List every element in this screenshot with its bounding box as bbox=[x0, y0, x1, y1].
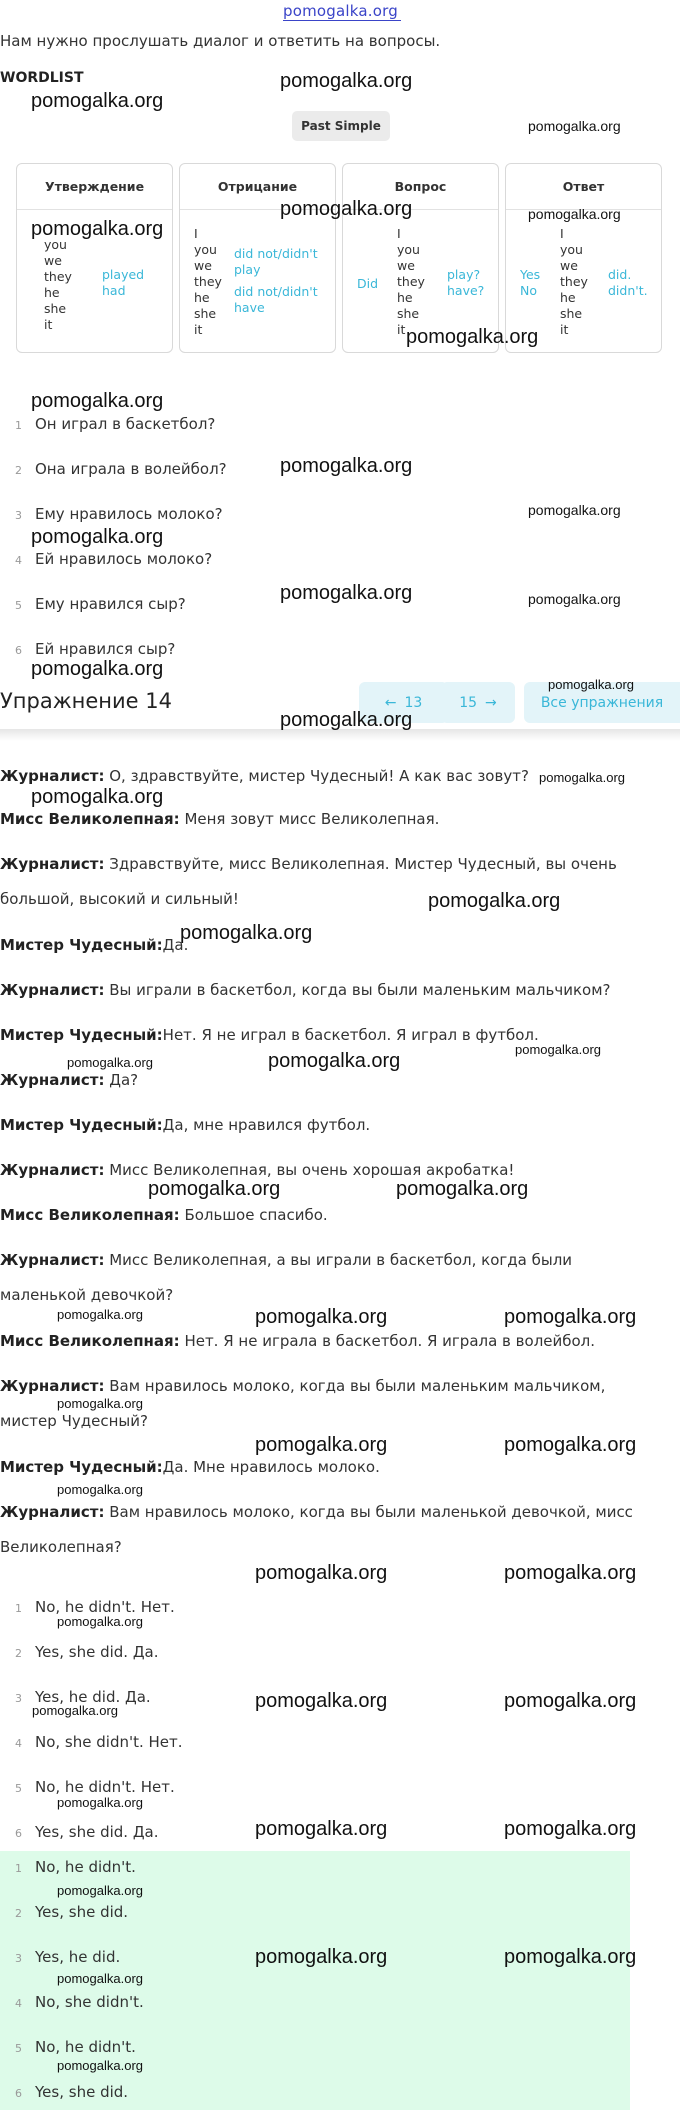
card-title: Утверждение bbox=[17, 164, 172, 210]
watermark: pomogalka.org bbox=[528, 502, 621, 518]
watermark: pomogalka.org bbox=[148, 1178, 281, 1200]
dialogue-line: Журналист: Вам нравилось молоко, когда вы были маленькой девочкой, мисс Великолепная? bbox=[0, 1503, 633, 1556]
watermark: pomogalka.org bbox=[548, 677, 634, 692]
watermark: pomogalka.org bbox=[280, 709, 413, 731]
short-answer-item: 1 No, he didn't. bbox=[15, 1858, 136, 1876]
verb-form: have? bbox=[447, 283, 485, 298]
answer-item: 5 No, he didn't. Нет. bbox=[15, 1778, 175, 1796]
watermark: pomogalka.org bbox=[180, 922, 313, 944]
short-answer-item: 6 Yes, she did. bbox=[15, 2083, 129, 2101]
short-answer-item: 3 Yes, he did. bbox=[15, 1948, 121, 1966]
wordlist-heading: WORDLIST bbox=[0, 70, 84, 86]
watermark: pomogalka.org bbox=[528, 206, 621, 222]
watermark: pomogalka.org bbox=[504, 1946, 637, 1968]
dialogue-line: Журналист: Вам нравилось молоко, когда вы были маленьким мальчиком, мистер Чудесный? bbox=[0, 1377, 606, 1430]
watermark: pomogalka.org bbox=[57, 1971, 143, 1986]
watermark: pomogalka.org bbox=[504, 1562, 637, 1584]
watermark: pomogalka.org bbox=[280, 198, 413, 220]
arrow-left-icon: ← bbox=[384, 694, 397, 711]
dialogue-line: Журналист: Вы играли в баскетбол, когда вы были маленьким мальчиком? bbox=[0, 981, 611, 999]
watermark: pomogalka.org bbox=[255, 1818, 388, 1840]
question-item: 6 Ей нравился сыр? bbox=[15, 640, 176, 658]
question-item: 3 Ему нравилось молоко? bbox=[15, 505, 223, 523]
dialogue-line: Мистер Чудесный:Да. Мне нравилось молоко. bbox=[0, 1458, 380, 1476]
dialogue-line: Мистер Чудесный:Да. bbox=[0, 936, 189, 954]
question-item: 5 Ему нравился сыр? bbox=[15, 595, 186, 613]
watermark: pomogalka.org bbox=[57, 1614, 143, 1629]
dialogue-line: Журналист: Да? bbox=[0, 1071, 139, 1089]
pronoun-list: I you we they he she it bbox=[397, 226, 425, 337]
all-exercises-button[interactable]: Все упражнения bbox=[524, 682, 680, 723]
watermark: pomogalka.org bbox=[528, 591, 621, 607]
dialogue-line: Журналист: Мисс Великолепная, а вы играли в баскетбол, когда были маленькой девочкой? bbox=[0, 1251, 573, 1304]
answer-item: 4 No, she didn't. Нет. bbox=[15, 1733, 183, 1751]
dialogue-line: Журналист: Здравствуйте, мисс Великолепная. Мистер Чудесный, вы очень большой, высокий и сильный! bbox=[0, 855, 617, 908]
watermark: pomogalka.org bbox=[268, 1050, 401, 1072]
watermark: pomogalka.org bbox=[255, 1434, 388, 1456]
watermark: pomogalka.org bbox=[504, 1306, 637, 1328]
watermark: pomogalka.org bbox=[57, 2058, 143, 2073]
yes-word: Yes bbox=[520, 267, 541, 282]
watermark: pomogalka.org bbox=[57, 1795, 143, 1810]
watermark: pomogalka.org bbox=[67, 1055, 153, 1070]
logo-underline bbox=[283, 20, 401, 21]
tense-button[interactable]: Past Simple bbox=[292, 111, 390, 141]
watermark: pomogalka.org bbox=[57, 1307, 143, 1322]
verb-form: had bbox=[102, 283, 126, 298]
watermark: pomogalka.org bbox=[57, 1883, 143, 1898]
watermark: pomogalka.org bbox=[428, 890, 561, 912]
short-answer-item: 2 Yes, she did. bbox=[15, 1903, 129, 1921]
dialogue-line: Мистер Чудесный:Да, мне нравился футбол. bbox=[0, 1116, 371, 1134]
verb-form: did not/didn't have bbox=[234, 284, 318, 315]
grammar-card-negative bbox=[179, 163, 336, 353]
dialogue-line: Мисс Великолепная: Большое спасибо. bbox=[0, 1206, 328, 1224]
watermark: pomogalka.org bbox=[31, 526, 164, 548]
pronoun-list: you we they he she it bbox=[44, 237, 72, 332]
answer-form: didn't. bbox=[608, 283, 648, 298]
answer-item: 3 Yes, he did. Да. bbox=[15, 1688, 151, 1706]
site-logo[interactable]: pomogalka.org bbox=[283, 2, 398, 20]
watermark: pomogalka.org bbox=[504, 1434, 637, 1456]
watermark: pomogalka.org bbox=[539, 770, 625, 785]
grammar-card-question bbox=[342, 163, 499, 353]
question-item: 4 Ей нравилось молоко? bbox=[15, 550, 213, 568]
watermark: pomogalka.org bbox=[280, 582, 413, 604]
watermark: pomogalka.org bbox=[255, 1690, 388, 1712]
dialogue-line: Мисс Великолепная: Меня зовут мисс Великолепная. bbox=[0, 810, 440, 828]
dialogue-line: Журналист: Мисс Великолепная, вы очень хорошая акробатка! bbox=[0, 1161, 515, 1179]
watermark: pomogalka.org bbox=[528, 118, 621, 134]
watermark: pomogalka.org bbox=[31, 786, 164, 808]
watermark: pomogalka.org bbox=[31, 390, 164, 412]
watermark: pomogalka.org bbox=[396, 1178, 529, 1200]
watermark: pomogalka.org bbox=[280, 455, 413, 477]
answer-item: 2 Yes, she did. Да. bbox=[15, 1643, 159, 1661]
watermark: pomogalka.org bbox=[31, 90, 164, 112]
next-exercise-button[interactable]: 15 → bbox=[441, 682, 515, 723]
watermark: pomogalka.org bbox=[406, 326, 539, 348]
card-title: Вопрос bbox=[343, 164, 498, 210]
card-title: Ответ bbox=[506, 164, 661, 210]
grammar-card-affirmative bbox=[16, 163, 173, 353]
watermark: pomogalka.org bbox=[515, 1042, 601, 1057]
watermark: pomogalka.org bbox=[31, 658, 164, 680]
pronoun-list: I you we they he she it bbox=[560, 226, 588, 337]
arrow-right-icon: → bbox=[485, 694, 497, 711]
watermark: pomogalka.org bbox=[57, 1482, 143, 1497]
dialogue-line: Мистер Чудесный:Нет. Я не играл в баскетбол. Я играл в футбол. bbox=[0, 1026, 539, 1044]
watermark: pomogalka.org bbox=[57, 1396, 143, 1411]
watermark: pomogalka.org bbox=[280, 70, 413, 92]
question-item: 2 Она играла в волейбол? bbox=[15, 460, 227, 478]
prev-exercise-button[interactable]: ← 13 bbox=[359, 682, 448, 723]
exercise-title: Упражнение 14 bbox=[0, 689, 172, 713]
watermark: pomogalka.org bbox=[31, 218, 164, 240]
watermark: pomogalka.org bbox=[255, 1562, 388, 1584]
watermark: pomogalka.org bbox=[255, 1946, 388, 1968]
dialogue-line: Журналист: О, здравствуйте, мистер Чудесный! А как вас зовут? bbox=[0, 767, 529, 785]
dialogue-line: Мисс Великолепная: Нет. Я не играла в баскетбол. Я играла в волейбол. bbox=[0, 1332, 596, 1350]
question-item: 1 Он играл в баскетбол? bbox=[15, 415, 216, 433]
auxiliary-verb: Did bbox=[357, 276, 379, 291]
short-answer-item: 4 No, she didn't. bbox=[15, 1993, 144, 2011]
grammar-card-answer bbox=[505, 163, 662, 353]
watermark: pomogalka.org bbox=[504, 1690, 637, 1712]
answer-item: 6 Yes, she did. Да. bbox=[15, 1823, 159, 1841]
task-instruction: Нам нужно прослушать диалог и ответить на вопросы. bbox=[0, 32, 441, 50]
short-answer-item: 5 No, he didn't. bbox=[15, 2038, 136, 2056]
no-word: No bbox=[520, 283, 537, 298]
answer-item: 1 No, he didn't. Нет. bbox=[15, 1598, 175, 1616]
answer-form: did. bbox=[608, 267, 632, 282]
verb-form: played bbox=[102, 267, 145, 282]
watermark: pomogalka.org bbox=[255, 1306, 388, 1328]
pronoun-list: I you we they he she it bbox=[194, 226, 222, 337]
card-title: Отрицание bbox=[180, 164, 335, 210]
verb-form: play? bbox=[447, 267, 481, 282]
watermark: pomogalka.org bbox=[504, 1818, 637, 1840]
verb-form: did not/didn't play bbox=[234, 246, 318, 277]
watermark: pomogalka.org bbox=[32, 1703, 118, 1718]
